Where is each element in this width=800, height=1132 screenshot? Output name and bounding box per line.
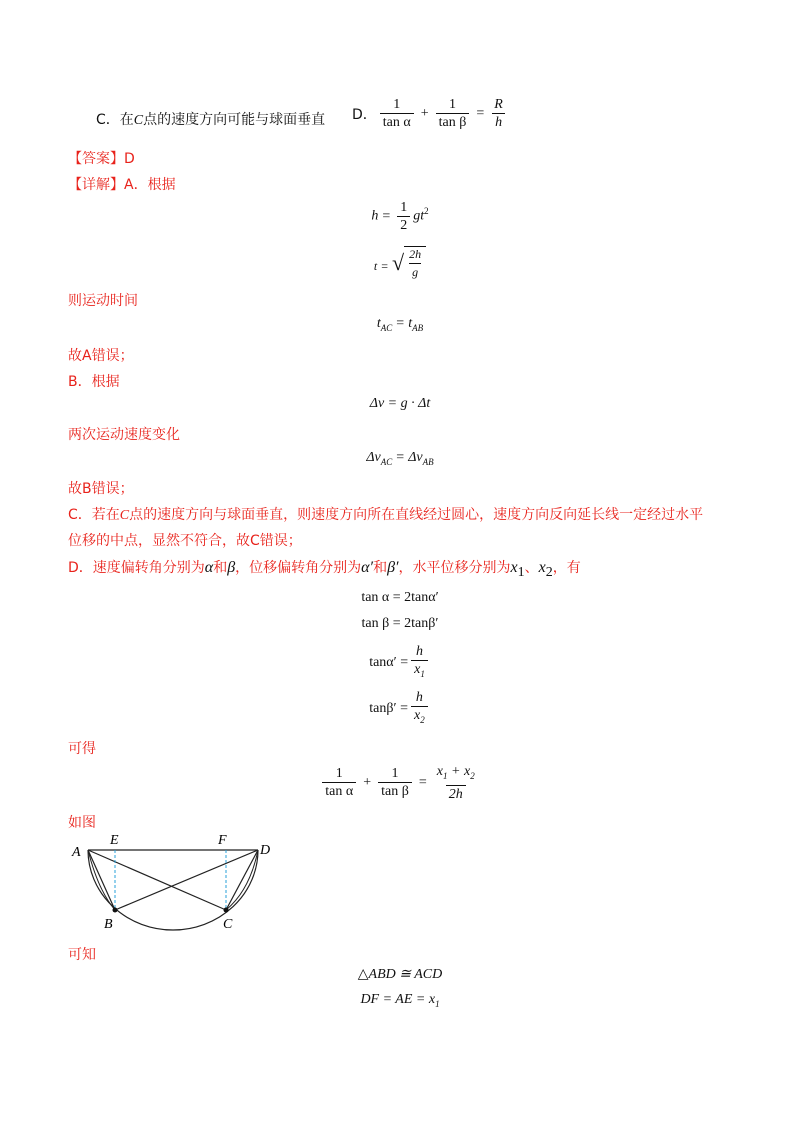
- option-c: C．在C点的速度方向可能与球面垂直: [96, 112, 326, 128]
- d-line: D．速度偏转角分别为α和β，位移偏转角分别为α′和β′，水平位移分别为$x_1$、$x_2$，有: [68, 559, 581, 580]
- line-db: [115, 850, 258, 910]
- point-b: [113, 908, 118, 913]
- dv-label: 两次运动速度变化: [68, 427, 180, 443]
- kede-label: 可得: [68, 741, 96, 757]
- answer-line: 【答案】D: [68, 151, 135, 167]
- option-d: D． $\frac{1}{\text{tan α}}$ + $\frac{1}{\text{tan β}}$ = $\frac{R}{h}$: [352, 97, 509, 130]
- detail-line: 【详解】A．根据: [68, 177, 176, 193]
- equation-tac: $t_{AC} = t_{AB}$: [376, 316, 424, 333]
- c-line-1: C．若在C点的速度方向与球面垂直，则速度方向所在直线经过圆心，速度方向反向延长线一定经过水平: [68, 507, 704, 523]
- geometry-figure: [60, 830, 290, 940]
- rutu-label: 如图: [68, 815, 96, 831]
- equation-dvac: $\Delta v_{AC} = \Delta v_{AB}$: [366, 450, 434, 467]
- line-ab: [88, 850, 115, 910]
- equation-6: △ABD ≅ ACD: [357, 967, 443, 982]
- b-wrong: 故B错误；: [68, 481, 134, 497]
- equation-3: tanα′ = $\frac{h}{x_1}$: [0, 644, 800, 682]
- equation-h: h = $\frac{1}{2}$ $gt^2$: [371, 200, 429, 233]
- equation-7: DF = AE = $x_1$: [360, 992, 440, 1009]
- b-text: B．根据: [68, 374, 120, 390]
- line-dc: [226, 850, 258, 910]
- point-c: [224, 908, 229, 913]
- c-line-2: 位移的中点，显然不符合，故C错误；: [68, 533, 302, 549]
- equation-dv: Δv = g · Δt: [369, 396, 431, 411]
- a-wrong: 故A错误；: [68, 348, 134, 364]
- equation-4: tanβ′ = $\frac{h}{x_2}$: [0, 690, 800, 728]
- time-label: 则运动时间: [68, 293, 138, 309]
- equation-1: tan α = 2tanα′: [361, 590, 439, 605]
- label-e: E: [110, 833, 119, 848]
- equation-t: t = √ $\frac{2h}{g}$: [0, 246, 800, 280]
- equation-2: tan β = 2tanβ′: [361, 616, 439, 631]
- label-c: C: [223, 917, 233, 932]
- kezhi-label: 可知: [68, 947, 96, 963]
- label-a: A: [72, 845, 81, 860]
- label-d: D: [260, 843, 271, 858]
- semicircle-arc: [88, 850, 258, 930]
- equation-5: $\frac{1}{\text{tan α}}$ + $\frac{1}{\text{tan β}}$ = $\frac{x_1 + x_2}{2h}$: [0, 764, 800, 802]
- label-b: B: [104, 917, 113, 932]
- label-f: F: [218, 833, 227, 848]
